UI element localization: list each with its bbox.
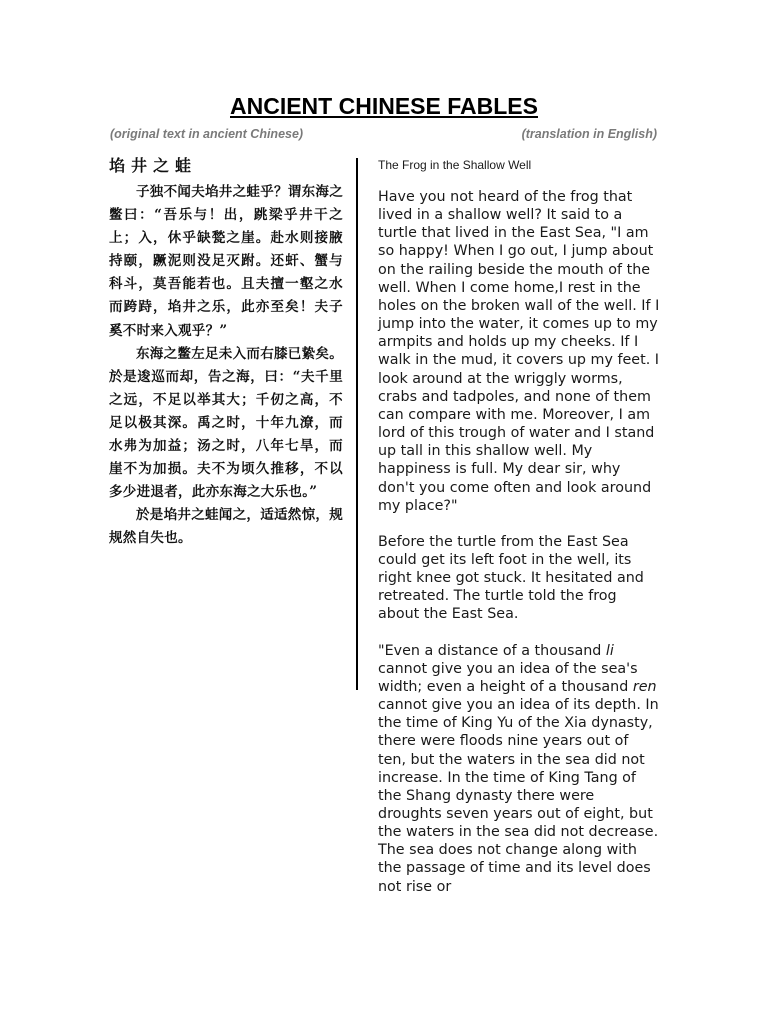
paragraph-text: cannot give you an idea of its depth. In the time of King Yu of the Xia dynasty, there were floods nine years out of ten, but the waters in the sea did not increase. In the time of King Tang of the Shang dynasty there were droughts seven years out of eight, but the waters in the sea did not decrease. The sea does not change along with the passage of time and its level does not rise or <box>378 697 659 895</box>
italic-term-li: li <box>605 642 614 659</box>
chinese-paragraph: 东海之鳖左足未入而右膝已絷矣。於是逡巡而却，告之海，曰：“夫千里之远，不足以举其大；千仞之高，不足以极其深。禹之时，十年九潦，而水弗为加益；汤之时，八年七旱，而崖不为加损。夫不为顷久推移，不以多少进退者，此亦东海之大乐也。” <box>109 345 343 501</box>
italic-term-ren: ren <box>632 678 657 695</box>
chinese-text-column <box>109 155 343 551</box>
chinese-fable-title: 埳井之蛙 <box>109 156 198 175</box>
english-paragraph: Have you not heard of the frog that lived in a shallow well? It said to a turtle that lived in the East Sea, "I am so happy! When I go out, I jump about on the railing beside the mouth of the well. When I come home,I rest in the holes on the broken wall of the well. If I jump into the water, it comes up to my armpits and holds up my cheeks. If I walk in the mud, it covers up my feet. I look around at the wriggly worms, crabs and tadpoles, and none of them can compare with me. Moreover, I am lord of this trough of water and I stand up tall in this shallow well. My happiness is full. My dear sir, why don't you come often and look around my place?" <box>378 189 660 514</box>
paragraph-text: "Even a distance of a thousand <box>378 642 606 659</box>
column-divider <box>356 158 358 690</box>
english-fable-title: The Frog in the Shallow Well <box>378 158 532 172</box>
english-text-column <box>378 157 660 914</box>
document-title: ANCIENT CHINESE FABLES <box>230 93 538 119</box>
chinese-paragraph: 於是埳井之蛙闻之，适适然惊，规规然自失也。 <box>109 507 343 547</box>
chinese-paragraph: 子独不闻夫埳井之蛙乎？谓东海之鳖曰：“吾乐与！出，跳梁乎井干之上；入，休乎缺甃之崖。赴水则接腋持颐，蹶泥则没足灭跗。还虷、蟹与科斗，莫吾能若也。且夫擅一壑之水而跨跱，埳井之乐，此亦至矣！夫子奚不时来入观乎？” <box>109 184 343 339</box>
original-text-label: (original text in ancient Chinese) <box>110 127 304 141</box>
english-paragraph <box>378 642 660 896</box>
english-paragraph: Before the turtle from the East Sea could get its left foot in the well, its right knee got stuck. It hesitated and retreated. The turtle told the frog about the East Sea. <box>378 533 644 623</box>
paragraph-text: cannot give you an idea of the sea's width; even a height of a thousand <box>378 660 638 695</box>
translation-label: (translation in English) <box>521 127 657 141</box>
